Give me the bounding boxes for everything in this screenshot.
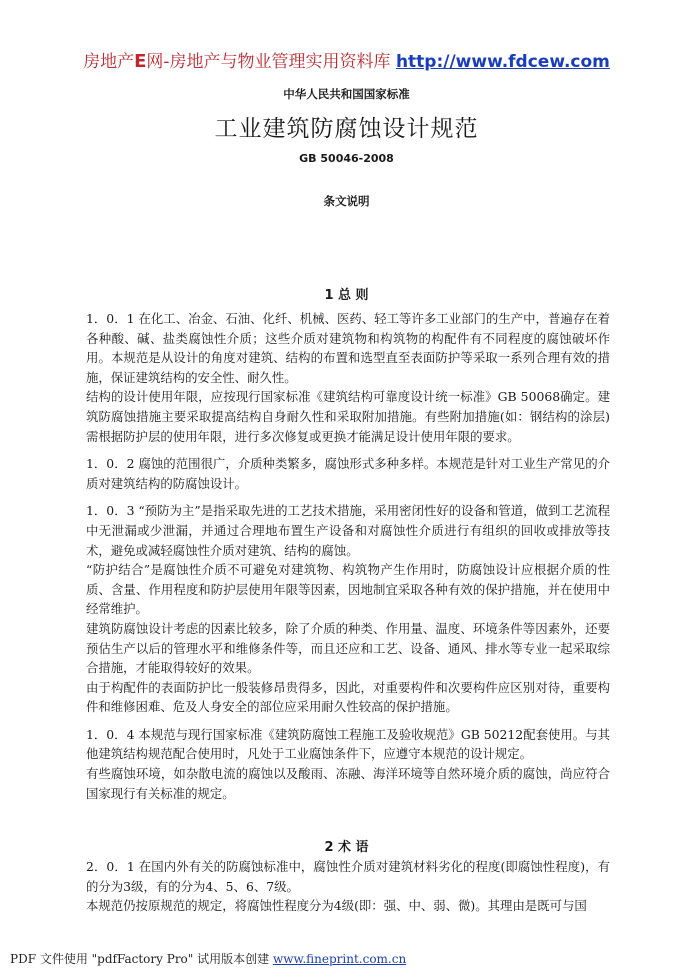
paragraph-1-0-3: 1．0．3 “预防为主”是指采取先进的工艺技术措施，采用密闭性好的设备和管道，做到工艺流程中无泄漏或少泄漏，并通过合理地布置生产设备和对腐蚀性介质进行有组织的回收或排放等技术，避免或减轻腐蚀性介质对建筑、结构的腐蚀。: [86, 503, 610, 558]
doc-title: 工业建筑防腐蚀设计规范: [214, 116, 479, 142]
banner-tagline: 网-房地产与物业管理实用资料库: [146, 52, 391, 72]
chapter-2-body: [86, 857, 610, 916]
paragraph: 有些腐蚀环境，如杂散电流的腐蚀以及酸雨、冻融、海洋环境等自然环境介质的腐蚀，尚应符合国家现行有关标准的规定。: [86, 766, 610, 801]
paragraph-1-0-2: 1．0．2 腐蚀的范围很广，介质种类繁多，腐蚀形式多种多样。本规范是针对工业生产常见的介质对建筑结构的防腐蚀设计。: [86, 456, 610, 491]
doc-subtitle: 中华人民共和国国家标准: [283, 87, 410, 101]
footer-text: PDF 文件使用 "pdfFactory Pro" 试用版本创建: [10, 952, 273, 966]
banner-brand-e: E: [134, 51, 147, 72]
banner-brand: 房地产: [83, 52, 135, 72]
site-banner: [0, 47, 693, 72]
paragraph: 结构的设计使用年限，应按现行国家标准《建筑结构可靠度设计统一标准》GB 50068确定。建筑防腐蚀措施主要采取提高结构自身耐久性和采取附加措施。有些附加措施(如：钢结构的涂层)需根据防护层的使用年限，进行多次修复或更换才能满足设计使用年限的要求。: [86, 389, 610, 444]
paragraph-2-0-1: 2．0．1 在国内外有关的防腐蚀标准中，腐蚀性介质对建筑材料劣化的程度(即腐蚀性程度)，有的分为3级，有的分为4、5、6、7级。: [86, 859, 610, 894]
banner-url-link[interactable]: http://www.fdcew.com: [395, 52, 610, 72]
paragraph-1-0-4: 1．0．4 本规范与现行国家标准《建筑防腐蚀工程施工及验收规范》GB 50212配套使用。与其他建筑结构规范配合使用时，凡处于工业腐蚀条件下，应遵守本规范的设计规定。: [86, 726, 610, 762]
paragraph: 本规范仍按原规范的规定，将腐蚀性程度分为4级(即：强、中、弱、微)。其理由是既可与国: [86, 898, 587, 914]
paragraph: 由于构配件的表面防护比一般装修昂贵得多，因此，对重要构件和次要构件应区别对待，重要构件和维修困难、危及人身安全的部位应采用耐久性较高的保护措施。: [86, 679, 610, 715]
paragraph: 建筑防腐蚀设计考虑的因素比较多，除了介质的种类、作用量、温度、环境条件等因素外，还要预估生产以后的管理水平和维修条件等，而且还应和工艺、设备、通风、排水等专业一起采取综合措施，才能取得较好的效果。: [86, 620, 610, 676]
doc-section-note: 条文说明: [323, 194, 370, 208]
pdf-footer: [10, 950, 406, 967]
chapter-1-body: [86, 309, 610, 803]
paragraph-1-0-1: 1．0．1 在化工、冶金、石油、化纤、机械、医药、轻工等许多工业部门的生产中，普遍存在着各种酸、碱、盐类腐蚀性介质；这些介质对建筑物和构筑物的构配件有不同程度的腐蚀破坏作用。本规范是从设计的角度对建筑、结构的布置和选型直至表面防护等采取一系列合理有效的措施，保证建筑结构的安全性、耐久性。: [86, 311, 610, 385]
chapter-2-heading: 2 术 语: [324, 840, 369, 855]
paragraph: “防护结合”是腐蚀性介质不可避免对建筑物、构筑物产生作用时，防腐蚀设计应根据介质的性质、含量、作用程度和防护层使用年限等因素，因地制宜采取各种有效的保护措施，并在使用中经常维护。: [86, 562, 610, 617]
footer-link[interactable]: www.fineprint.com.cn: [272, 952, 407, 966]
doc-standard-code: GB 50046-2008: [299, 152, 394, 165]
chapter-1-heading: 1 总 则: [324, 288, 369, 303]
